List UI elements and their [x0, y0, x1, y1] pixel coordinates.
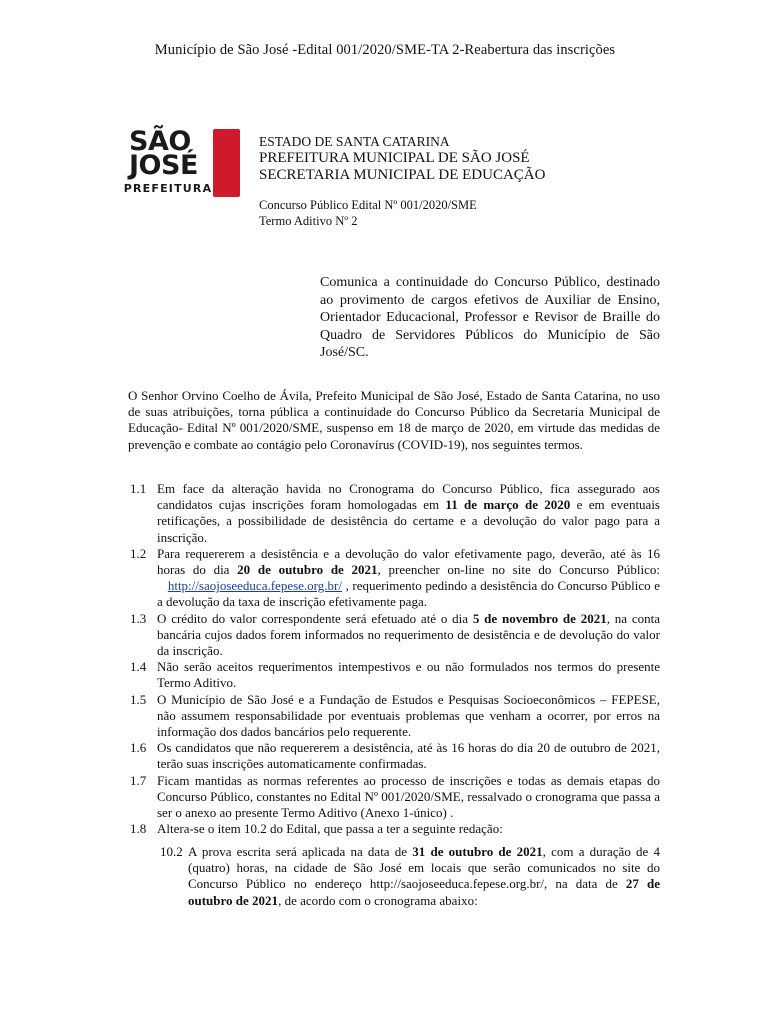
item-number: 1.4: [130, 659, 147, 675]
intro-paragraph: O Senhor Orvino Coelho de Ávila, Prefeito Municipal de São José, Estado de Santa Catarina, no uso de suas atribuições, torna pública a continuidade do Concurso Público da Secretaria Municipal de Educação- Edital Nº 001/2020/SME, suspenso em 18 de março de 2020, em virtude das medidas de prevenção e combate ao contágio pelo Coronavírus (COVID-19), nos seguintes termos.: [128, 388, 660, 452]
item-text: O Município de São José e a Fundação de Estudos e Pesquisas Socioeconômicos – FEPESE, não assumem responsabilidade por eventuais problemas que venham a ocorrer, por erros na informação dos dados bancários pelo requerente.: [157, 691, 660, 740]
item-number: 1.8: [130, 821, 147, 837]
item-text: Altera-se o item 10.2 do Edital, que passa a ter a seguinte redação:: [157, 821, 503, 837]
state-name: ESTADO DE SANTA CATARINA: [259, 134, 450, 149]
item-number: 1.1: [130, 481, 147, 496]
item-text: e em eventuais retificações, a possibilidade de desistência do certame e a devolução do valor pago para a inscrição.: [157, 497, 660, 545]
item-number: 10.2: [160, 844, 183, 859]
item-date-bold: 27 de outubro de 2021: [188, 876, 660, 908]
item-text: , preencher on-line no site do Concurso Público:: [377, 562, 660, 578]
list-item-1-3: [128, 611, 660, 660]
item-number: 1.7: [130, 772, 147, 788]
list-item-1-7: [128, 773, 660, 822]
item-text: O crédito do valor correspondente será efetuado até o dia: [157, 610, 473, 626]
list-item-10-2: [156, 844, 660, 909]
prefeitura-logo: [123, 125, 240, 197]
list-item-1-5: [128, 692, 660, 741]
list-item-1-8: [128, 821, 660, 837]
prefeitura-name: PREFEITURA MUNICIPAL DE SÃO JOSÉ: [259, 150, 530, 166]
secretaria-name: SECRETARIA MUNICIPAL DE EDUCAÇÃO: [259, 167, 546, 183]
item-text: , requerimento pedindo a desistência do Concurso Público e a devolução da taxa de inscrição efetivamente paga.: [157, 578, 660, 610]
concurso-site-link[interactable]: http://saojoseeduca.fepese.org.br/: [167, 578, 342, 594]
item-date-bold: 5 de novembro de 2021: [472, 610, 607, 626]
item-text: , com a duração de 4 (quatro) horas, na cidade de São José em locais que serão comunicados no site do Concurso Público no endereço http://saojoseeduca.fepese.org.br/, na data de: [188, 844, 660, 892]
item-number: 1.2: [130, 545, 147, 561]
sub-item-10-2: [156, 844, 660, 909]
logo-word-prefeitura: PREFEITURA: [123, 182, 213, 195]
item-date-bold: 20 de outubro de 2021: [237, 562, 378, 578]
item-text: Em face da alteração havida no Cronograma do Concurso Público, fica assegurado aos candidatos cujas inscrições foram homologadas em: [157, 481, 660, 513]
items-list: [128, 481, 660, 837]
item-text: Para requererem a desistência e a devolução do valor efetivamente pago, deverão, até às 16 horas do dia: [157, 545, 660, 578]
list-item-1-4: [128, 659, 660, 691]
item-number: 1.6: [130, 740, 147, 756]
institution-header: [259, 133, 545, 184]
item-number: 1.5: [130, 691, 147, 707]
item-text: A prova escrita será aplicada na data de: [188, 844, 413, 859]
item-text: Não serão aceitos requerimentos intempestivos e ou não formulados nos termos do presente Termo Aditivo.: [157, 659, 660, 691]
item-date-bold: 11 de março de 2020: [445, 497, 571, 513]
item-text: , de acordo com o cronograma abaixo:: [278, 892, 478, 908]
logo-word-sao: SÃO: [129, 126, 191, 157]
list-item-1-1: [128, 481, 660, 546]
item-number: 1.3: [130, 610, 147, 626]
page-header: Município de São José -Edital 001/2020/SME-TA 2-Reabertura das inscrições: [154, 42, 616, 58]
termo-aditivo-number: Termo Aditivo Nº 2: [259, 214, 358, 228]
item-text: , na conta bancária cujos dados forem informados no requerimento de desistência e de devolução do valor da inscrição.: [157, 610, 660, 659]
list-item-1-2: [128, 546, 660, 611]
edital-number: Concurso Público Edital Nº 001/2020/SME: [259, 198, 477, 212]
item-text: Ficam mantidas as normas referentes ao processo de inscrições e todas as demais etapas do Concurso Público, constantes no Edital Nº 001/2020/SME, ressalvado o cronograma que passa a ser o anexo ao presente Termo Aditivo (Anexo 1-único) .: [157, 772, 660, 821]
item-text: Os candidatos que não requererem a desistência, até às 16 horas do dia 20 de outubro de 2021, terão suas inscrições automaticamente confirmadas.: [157, 740, 660, 772]
logo-red-emblem: [213, 129, 240, 197]
edital-reference: [259, 197, 477, 229]
logo-word-jose: JOSÉ: [129, 150, 198, 181]
list-item-1-6: [128, 740, 660, 772]
item-date-bold: 31 de outubro de 2021: [412, 844, 543, 859]
document-summary: Comunica a continuidade do Concurso Público, destinado ao provimento de cargos efetivos de Auxiliar de Ensino, Orientador Educacional, Professor e Revisor de Braille do Quadro de Servidores Públicos do Município de São José/SC.: [320, 275, 660, 360]
